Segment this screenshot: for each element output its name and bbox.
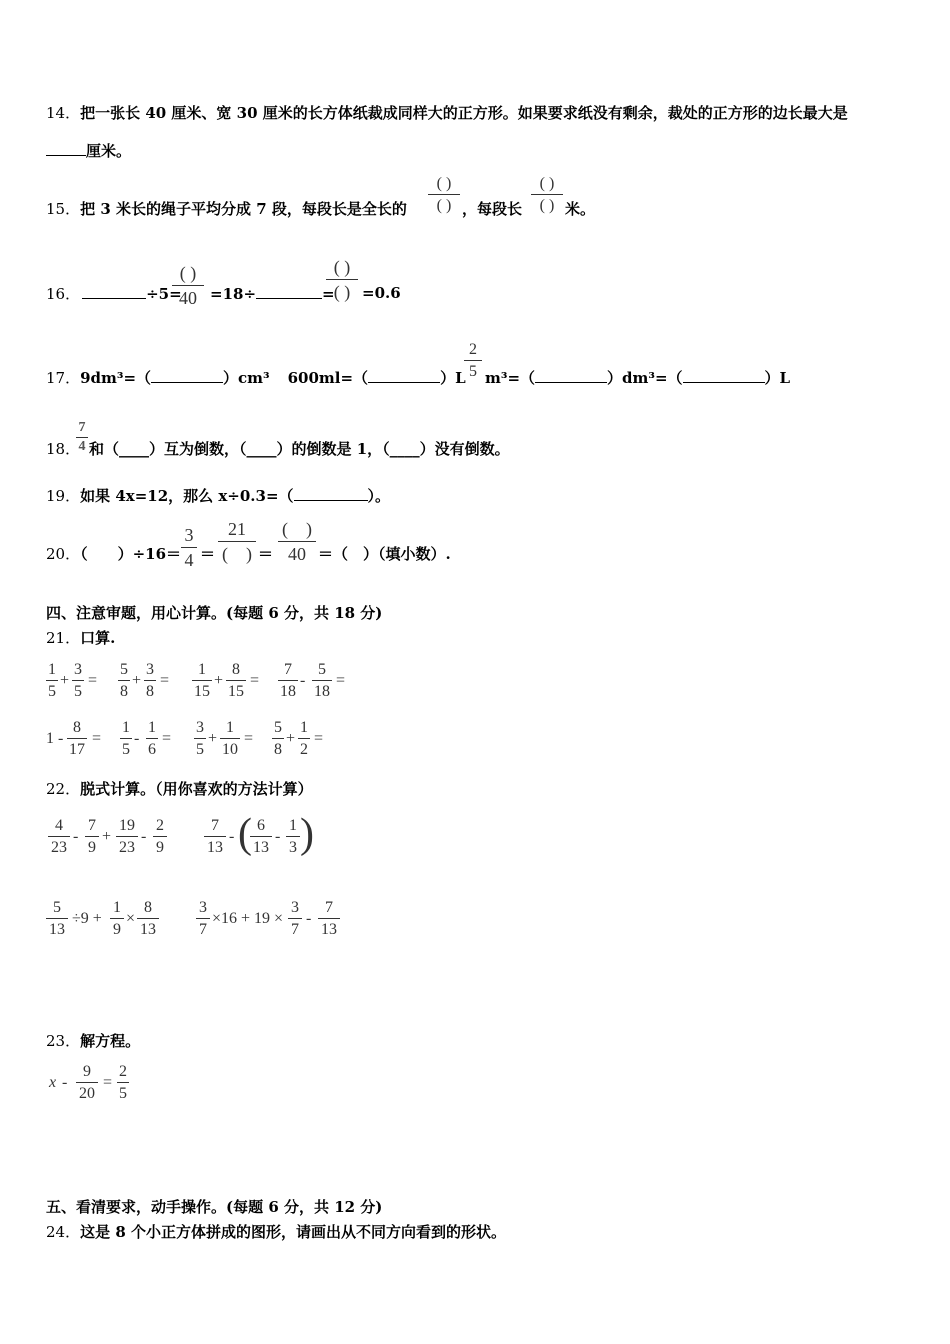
q21-r1-item3-op: + — [214, 672, 224, 689]
fraction-bar — [196, 918, 210, 919]
q22-e2-op2: - — [275, 828, 281, 845]
q21-r2-item2-frac-a — [120, 718, 132, 759]
q21-r1-item1-frac-b-num: 3 — [74, 661, 82, 678]
q23-x: x — [49, 1074, 57, 1091]
q15-frac2-num[interactable]: ( ) — [539, 175, 555, 192]
q22-e2-right-paren: ) — [300, 811, 314, 857]
q21-r1-item2-op: + — [132, 672, 142, 689]
q21-r2-item1-frac-den: 17 — [69, 741, 85, 758]
fraction-bar — [278, 541, 316, 542]
q21-r1-item2-frac-b-num: 3 — [146, 661, 154, 678]
q23-fraction-1 — [76, 1062, 98, 1103]
q22-e1-frac4 — [153, 816, 167, 857]
q16-seg4: =0.6 — [362, 284, 401, 302]
q15-text-b: ，每段长 — [462, 200, 523, 218]
q22-e4-frac2-den: 7 — [291, 921, 299, 938]
q21-r1-item1-frac-b-den: 5 — [74, 683, 82, 700]
fraction-bar — [318, 918, 340, 919]
q20-f2-num: 21 — [228, 519, 246, 539]
q16-frac1-den: 40 — [179, 288, 197, 308]
q21-r2-item3-frac-a — [194, 718, 206, 759]
q17-e: m³=（ — [485, 369, 536, 387]
section-5-title — [46, 1198, 382, 1216]
q22-e4-frac3 — [318, 898, 340, 939]
q21-r2-item2-frac-a-num: 1 — [122, 719, 130, 736]
q17-frac-num: 2 — [469, 341, 477, 358]
q22-e3-frac1-num: 5 — [53, 899, 61, 916]
q21-r2-item4-frac-a-den: 8 — [274, 741, 282, 758]
q21-r1-item2-frac-a-num: 5 — [120, 661, 128, 678]
q21-r1-item3-frac-b-num: 8 — [232, 661, 240, 678]
fraction-bar — [288, 918, 302, 919]
q21-r2-item2-frac-b-den: 6 — [148, 741, 156, 758]
fraction-bar — [76, 1082, 98, 1083]
q17-a: 9dm³=（ — [80, 369, 152, 387]
q22-title: 脱式计算。（用你喜欢的方法计算） — [80, 780, 313, 798]
q22-e1-frac2 — [85, 816, 99, 857]
q21-r1-item4-frac-b-den: 18 — [314, 683, 330, 700]
q20-eq-2: ＝ — [258, 545, 274, 563]
q22-e3-frac2-den: 9 — [113, 921, 121, 938]
q20-number: 20． — [46, 545, 81, 563]
q21-r1-item4-frac-a — [278, 660, 298, 701]
q21-r2-item4-frac-a — [272, 718, 284, 759]
q22-e2-left-paren: ( — [238, 811, 252, 857]
q17-blank-1[interactable] — [151, 368, 223, 383]
question-21 — [46, 629, 115, 647]
question-24 — [46, 1223, 506, 1241]
q21-r2-item3-frac-a-den: 5 — [196, 741, 204, 758]
q17-number: 17． — [46, 369, 81, 387]
q21-r1-item4-frac-b — [312, 660, 332, 701]
q16-fraction-1 — [172, 262, 204, 309]
q15-text-c: 米。 — [565, 200, 596, 218]
q18-frac-den: 4 — [78, 439, 86, 454]
q17-blank-4[interactable] — [683, 368, 765, 383]
q21-r2-item4-frac-b-den: 2 — [300, 741, 308, 758]
fraction-bar — [181, 547, 197, 548]
q16-blank-2[interactable] — [256, 284, 322, 299]
q22-e3-op2: × — [126, 910, 136, 927]
q21-r1-item3-eq: = — [250, 672, 260, 689]
q21-r2-item4-frac-b-num: 1 — [300, 719, 308, 736]
q22-e1-frac2-den: 9 — [88, 839, 96, 856]
q16-blank-1[interactable] — [82, 284, 146, 299]
q22-e3-frac2 — [110, 898, 124, 939]
q22-e4-op2: - — [306, 910, 312, 927]
q15-frac1-num[interactable]: ( ) — [436, 175, 452, 192]
q20-fraction-1 — [181, 524, 197, 571]
q22-number: 22． — [46, 780, 81, 798]
q21-r2-item1-lead: 1 - — [46, 730, 64, 747]
question-14-line2 — [46, 141, 131, 160]
q21-r1-item3-frac-a — [192, 660, 212, 701]
q20-fraction-2 — [218, 518, 256, 565]
q17-fraction — [464, 340, 482, 381]
q21-r2-item1-frac-num: 8 — [73, 719, 81, 736]
q21-r2-item2-op: - — [134, 730, 140, 747]
fraction-bar — [48, 836, 70, 837]
q21-r1-item3-frac-a-den: 15 — [194, 683, 210, 700]
q21-r1-item2-eq: = — [160, 672, 170, 689]
fraction-bar — [250, 836, 272, 837]
q22-e1-frac3-den: 23 — [119, 839, 135, 856]
q21-r1-item2-frac-b — [144, 660, 156, 701]
q20-f3-num[interactable]: ( ) — [282, 519, 312, 539]
fraction-bar — [226, 680, 246, 681]
q18-fraction — [76, 420, 88, 455]
q21-r1-item3-frac-b-den: 15 — [228, 683, 244, 700]
q22-e2-op1: - — [229, 828, 235, 845]
q19-number: 19． — [46, 487, 81, 505]
q21-r2-item4-op: + — [286, 730, 296, 747]
question-20 — [46, 545, 181, 563]
q20-eq-1: ＝ — [200, 545, 216, 563]
q21-r2-item2-frac-a-den: 5 — [122, 741, 130, 758]
fraction-bar — [464, 360, 482, 361]
q23-fraction-2 — [117, 1062, 129, 1103]
q21-r2-item2-frac-b-num: 1 — [148, 719, 156, 736]
fraction-bar — [85, 836, 99, 837]
q23-f1-num: 9 — [83, 1063, 91, 1080]
fraction-bar — [218, 541, 256, 542]
q16-seg1: ÷5= — [146, 285, 182, 303]
q23-number: 23． — [46, 1032, 81, 1050]
q17-c: 600ml=（ — [287, 369, 369, 387]
q21-r1-item4-frac-a-num: 7 — [284, 661, 292, 678]
q19-tail: ）。 — [367, 487, 391, 505]
q22-e1-op1: - — [73, 828, 79, 845]
fraction-bar — [76, 437, 88, 438]
q19-blank[interactable] — [294, 486, 368, 501]
q22-e4-frac1-num: 3 — [199, 899, 207, 916]
q16-frac2-num[interactable]: ( ) — [333, 257, 351, 277]
q22-e4-op1: ×16 + 19 × — [212, 910, 284, 927]
q17-blank-3[interactable] — [535, 368, 607, 383]
fraction-bar — [428, 194, 460, 195]
q21-r2-item3-frac-a-num: 3 — [196, 719, 204, 736]
q17-f: ）dm³=（ — [607, 369, 683, 387]
q21-r1-item1-frac-a — [46, 660, 58, 701]
q16-seg2: =18÷ — [210, 285, 257, 303]
q20-f1-den: 4 — [184, 550, 194, 570]
q16-seg3: = — [322, 285, 335, 303]
q15-fraction-2 — [531, 174, 563, 215]
q15-fraction-1 — [428, 174, 460, 215]
q21-r1-item2-frac-a-den: 8 — [120, 683, 128, 700]
fraction-bar — [117, 1082, 129, 1083]
question-22 — [46, 780, 313, 798]
q21-r1-item3-frac-a-num: 1 — [198, 661, 206, 678]
q22-e1-frac1-den: 23 — [51, 839, 67, 856]
q21-r2-item2-frac-b — [146, 718, 158, 759]
q15-frac2-den[interactable]: ( ) — [539, 197, 555, 214]
q21-r1-item1-frac-a-den: 5 — [48, 683, 56, 700]
q22-e4-frac1-den: 7 — [199, 921, 207, 938]
q21-r1-item1-eq: = — [88, 672, 98, 689]
fraction-bar — [192, 680, 212, 681]
fraction-bar — [67, 738, 87, 739]
section-5-title-text: 五、看清要求，动手操作。(每题 6 分，共 12 分) — [46, 1198, 383, 1216]
q22-e2-frac1-den: 13 — [207, 839, 223, 856]
fraction-bar — [153, 836, 167, 837]
q20-f3-den: 40 — [288, 544, 306, 564]
q20-fraction-3 — [278, 518, 316, 565]
q17-g: ）L — [764, 369, 791, 387]
q21-r1-item3-frac-b — [226, 660, 246, 701]
q14-answer-blank[interactable] — [46, 141, 86, 156]
q15-frac1-den[interactable]: ( ) — [436, 197, 452, 214]
fraction-bar — [144, 680, 156, 681]
q21-number: 21． — [46, 629, 81, 647]
fraction-bar — [46, 918, 68, 919]
question-16 — [46, 284, 182, 303]
fraction-bar — [194, 738, 206, 739]
q22-e1-frac4-num: 2 — [156, 817, 164, 834]
fraction-bar — [220, 738, 240, 739]
q18-frac-num: 7 — [78, 420, 86, 435]
q14-number: 14． — [46, 104, 81, 122]
question-19 — [46, 486, 390, 505]
q22-e3-frac3-den: 13 — [140, 921, 156, 938]
q15-number: 15． — [46, 200, 81, 218]
fraction-bar — [272, 738, 284, 739]
q22-e2-frac3-den: 3 — [289, 839, 297, 856]
q21-r2-item3-eq: = — [244, 730, 254, 747]
q22-e3-frac1-den: 13 — [49, 921, 65, 938]
fraction-bar — [286, 836, 300, 837]
q19-text: 如果 4x=12，那么 x÷0.3=（ — [80, 487, 294, 505]
question-15 — [46, 200, 407, 218]
fraction-bar — [137, 918, 159, 919]
q22-e3-frac3 — [137, 898, 159, 939]
q22-e4-frac3-den: 13 — [321, 921, 337, 938]
q21-r2-item2-eq: = — [162, 730, 172, 747]
fraction-bar — [312, 680, 332, 681]
q14-text: 把一张长 40 厘米、宽 30 厘米的长方体纸裁成同样大的正方形。如果要求纸没有剩余，裁处的正方形的边长最大是 — [80, 104, 848, 122]
q21-r1-item1-op: + — [60, 672, 70, 689]
q22-e1-frac4-den: 9 — [156, 839, 164, 856]
q22-e2-frac3-num: 1 — [289, 817, 297, 834]
q22-e2-frac2-num: 6 — [257, 817, 265, 834]
q22-e1-frac3 — [116, 816, 138, 857]
q22-e1-op3: - — [141, 828, 147, 845]
q23-f2-den: 5 — [119, 1085, 127, 1102]
q21-r1-item1-frac-a-num: 1 — [48, 661, 56, 678]
q23-minus: - — [62, 1074, 68, 1091]
q16-frac2-den[interactable]: ( ) — [333, 282, 351, 302]
q15-text-a: 把 3 米长的绳子平均分成 7 段，每段长是全长的 — [80, 200, 407, 218]
q21-r1-item1-frac-b — [72, 660, 84, 701]
q17-frac-den: 5 — [469, 363, 477, 380]
q22-e3-frac1 — [46, 898, 68, 939]
q21-r1-item4-op: - — [300, 672, 306, 689]
q22-e2-frac1-num: 7 — [211, 817, 219, 834]
question-18-number: 18． — [46, 440, 81, 458]
q16-middle — [210, 284, 335, 303]
q22-e1-frac1 — [48, 816, 70, 857]
fraction-bar — [72, 680, 84, 681]
q22-e2-frac2-den: 13 — [253, 839, 269, 856]
fraction-bar — [326, 279, 358, 280]
q23-f1-den: 20 — [79, 1085, 95, 1102]
q23-eq: = — [103, 1074, 113, 1091]
question-14 — [46, 104, 848, 122]
q22-e3-op1: ÷9 + — [72, 910, 102, 927]
q17-b: ）cm³ — [223, 369, 270, 387]
q22-e2-frac1 — [204, 816, 226, 857]
q22-e3-frac3-num: 8 — [144, 899, 152, 916]
q21-r2-item3-frac-b-num: 1 — [226, 719, 234, 736]
q22-e4-frac1 — [196, 898, 210, 939]
q21-r2-item1-frac — [67, 718, 87, 759]
q21-r2-item1-eq: = — [92, 730, 102, 747]
q21-r2-item3-frac-b — [220, 718, 240, 759]
q21-title: 口算. — [80, 629, 116, 647]
q21-r1-item4-frac-a-den: 18 — [280, 683, 296, 700]
q17-rest — [485, 368, 790, 387]
q21-r1-item4-eq: = — [336, 672, 346, 689]
q17-blank-2[interactable] — [368, 368, 440, 383]
fraction-bar — [116, 836, 138, 837]
q21-r2-item3-frac-b-den: 10 — [222, 741, 238, 758]
fraction-bar — [120, 738, 132, 739]
question-17 — [46, 368, 466, 387]
q20-tail: ＝（ ）（填小数）. — [318, 545, 451, 563]
q22-e4-frac3-num: 7 — [325, 899, 333, 916]
q14-tail: 厘米。 — [86, 142, 132, 160]
q24-number: 24． — [46, 1223, 81, 1241]
fraction-bar — [146, 738, 158, 739]
q21-r1-item2-frac-b-den: 8 — [146, 683, 154, 700]
q22-e1-frac1-num: 4 — [55, 817, 63, 834]
q23-f2-num: 2 — [119, 1063, 127, 1080]
q22-e2-frac2 — [250, 816, 272, 857]
q21-r2-item4-frac-a-num: 5 — [274, 719, 282, 736]
fraction-bar — [531, 194, 563, 195]
q18-text: 和（____）互为倒数，（____）的倒数是 1，（____）没有倒数。 — [89, 440, 510, 458]
q22-e4-frac2 — [288, 898, 302, 939]
fraction-bar — [46, 680, 58, 681]
q22-e1-frac2-num: 7 — [88, 817, 96, 834]
q16-frac1-num[interactable]: ( ) — [179, 263, 197, 283]
fraction-bar — [172, 285, 204, 286]
q21-r2-item4-frac-b — [298, 718, 310, 759]
q21-r1-item2-frac-a — [118, 660, 130, 701]
section-4-title — [46, 604, 382, 622]
q21-r2-item3-op: + — [208, 730, 218, 747]
q22-e3-frac2-num: 1 — [113, 899, 121, 916]
q22-e1-frac3-num: 19 — [119, 817, 135, 834]
fraction-bar — [204, 836, 226, 837]
q24-text: 这是 8 个小正方体拼成的图形，请画出从不同方向看到的形状。 — [80, 1223, 506, 1241]
fraction-bar — [298, 738, 310, 739]
fraction-bar — [110, 918, 124, 919]
q22-e4-frac2-num: 3 — [291, 899, 299, 916]
q21-r2-item4-eq: = — [314, 730, 324, 747]
q20-a: （ ）÷16＝ — [80, 545, 182, 563]
q20-f1-num: 3 — [184, 525, 194, 545]
question-23 — [46, 1032, 140, 1050]
q17-d: ）L — [440, 369, 466, 387]
q22-e2-frac3 — [286, 816, 300, 857]
q21-r1-item4-frac-b-num: 5 — [318, 661, 326, 678]
q22-e1-op2: + — [102, 828, 112, 845]
q20-f2-den[interactable]: ( ) — [222, 544, 252, 564]
section-4-title-text: 四、注意审题，用心计算。(每题 6 分，共 18 分) — [46, 604, 383, 622]
q16-fraction-2 — [326, 256, 358, 303]
fraction-bar — [278, 680, 298, 681]
q16-number: 16． — [46, 285, 81, 303]
q23-title: 解方程。 — [80, 1032, 141, 1050]
fraction-bar — [118, 680, 130, 681]
